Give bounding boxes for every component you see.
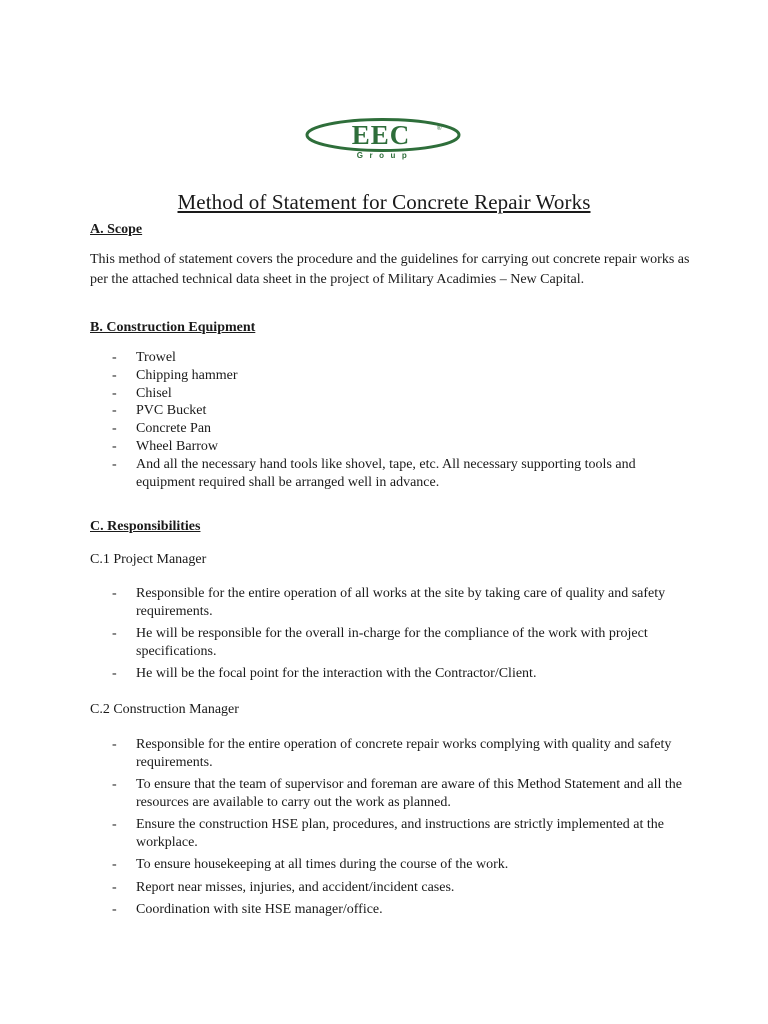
list-item: - Concrete Pan (110, 420, 690, 438)
project-manager-list (110, 585, 690, 688)
svg-text:®: ® (437, 126, 442, 132)
responsibilities-heading: C. Responsibilities (90, 519, 201, 534)
eec-group-logo (305, 118, 462, 160)
project-manager-subheading: C.1 Project Manager (90, 552, 207, 567)
construction-manager-list (110, 736, 690, 924)
list-item: - And all the necessary hand tools like shovel, tape, etc. All necessary supporting tools and equipment required shall be arranged well in advance. (110, 456, 690, 492)
list-item: - Coordination with site HSE manager/office. (110, 901, 690, 919)
list-item: - Responsible for the entire operation of concrete repair works complying with quality and safety requirements. (110, 736, 690, 771)
construction-manager-subheading: C.2 Construction Manager (90, 702, 239, 717)
list-item: - He will be responsible for the overall in-charge for the compliance of the work with project specifications. (110, 625, 690, 660)
scope-heading: A. Scope (90, 222, 143, 237)
scope-text: This method of statement covers the procedure and the guidelines for carrying out concrete repair works as per the attached technical data sheet in the project of Military Acadimies – New Capital. (90, 252, 690, 287)
list-item: - Chipping hammer (110, 367, 690, 385)
list-item: - Trowel (110, 349, 690, 367)
equipment-list (110, 349, 690, 491)
svg-text:Group: Group (356, 151, 414, 160)
list-item: - Wheel Barrow (110, 438, 690, 456)
list-item: - Ensure the construction HSE plan, procedures, and instructions are strictly implemented at the workplace. (110, 816, 690, 851)
list-item: - PVC Bucket (110, 402, 690, 420)
list-item: - To ensure housekeeping at all times during the course of the work. (110, 856, 690, 874)
list-item: - To ensure that the team of supervisor and foreman are aware of this Method Statement and all the resources are available to carry out the work as planned. (110, 776, 690, 811)
list-item: - Chisel (110, 385, 690, 403)
equipment-heading: B. Construction Equipment (90, 320, 256, 335)
document-title: Method of Statement for Concrete Repair Works (177, 190, 591, 214)
list-item: - Report near misses, injuries, and accident/incident cases. (110, 879, 690, 897)
list-item: - He will be the focal point for the interaction with the Contractor/Client. (110, 665, 690, 683)
svg-text:EEC: EEC (351, 120, 411, 150)
list-item: - Responsible for the entire operation of all works at the site by taking care of quality and safety requirements. (110, 585, 690, 620)
